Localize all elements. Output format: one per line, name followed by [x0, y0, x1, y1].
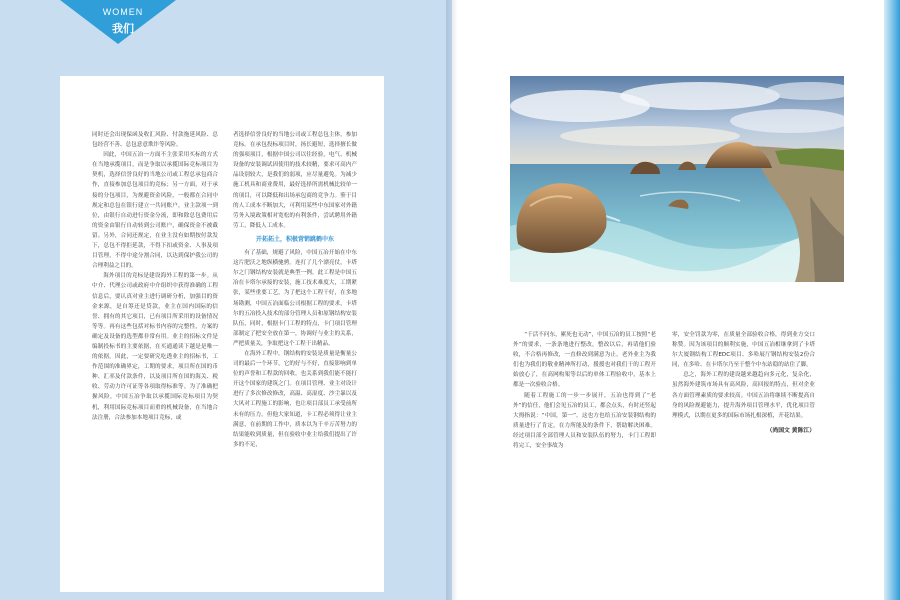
paragraph: 随着工程施工的一步一步展开，五冶也得到了“老外”的信任，他们会见五冶的员工，都会点头，有时还竖起大拇指说：“中国，第一”。这也方也给五冶安装钢结构的质量进行了肯定，在力所能及的条件下，帮助解决困难。经过项目部全部管理人员和安装队伍的努力，卡门工程即将完工，安全事故为 [513, 392, 656, 450]
coastline-photo [510, 76, 844, 282]
brand-title-en: WOMEN [102, 7, 144, 17]
page-gutter [446, 0, 458, 600]
paragraph: 海外项目的竞标是建设海外工程的第一步。从中介、代理公司或政府中介组织中获得准确的工程信息后，要认真对业主进行调研分析，加强目的资金来源，是自筹还是贷款，业主在国内国际的信誉、拥有的其它项目，已有项目所采用的设备情况等等。再有这些包括对标书内容的完整性，方案的确定及设备的选型都非常有用。业主的招标文件是编制投标书的主要依据，在买通通读下越是是唯一的依据。因此，一定要研究吃透业主的招标书，工作范围的准确界定，工期的要求，项目所在国的币种、汇率及付款条件，以及项目所在国的海关、税收、劳动力许可证等各项取得标准等。为了准确把握风险，中国五冶争取以承揽国际竞标项目为契机，利用国际竞标项目而重的机械设备，在当地合法注册，合法参加本地项目竞标，或 [92, 273, 218, 421]
paragraph: 因此，中国五冶一方面不主张采用买标的方式在当地承揽项目，而是争取以承揽国际竞标项目为契机，选择信誉良好的当地公司或工程总承包商合作，直接参加总包项目的竞标；另一方面，对于承接的分包项目，为规避资金风险，一般都在合同中规定和总包在银行建立一共同账户，业主款项一到位，由银行自动进行资金分流，即和除总包费用后的资金由银行自动转到公司账户，确保资金不被截留。另外，合同还规定，在业主没有如期按付款发下，总包不得拒延款，不得下扣或资金、人事及项目管理，不得中途分割合同，以达到保护我公司的合理利益之目的。 [92, 152, 218, 270]
paragraph: 总之，海外工程的建设越来越趋向多元化，复杂化，虽然海外建筑市场具有高风险，高回报的特点，但对企业各方面管理素质的要求较高。中国五冶将继续不断提高自身的风险规避能力，提升海外项目管理水平，优化项目管理模式，以期在更多的国际市场扎根深植，开花结果。 [672, 372, 815, 419]
paragraph: 者选择信誉良好的当地公司或工程总包主体，参加竞标。在承包投标项目时，扬长避短，选择擅长做的强项项目，根据中国公司以往经验，电气、机械设备的安装调试因使用的技术较精，要求可高内产品设别较大，是我们的弱项，应尽量避免。为减少施工机具和商业费用，最好选择所需机械比较单一的项目，可以降低和出场承包商的竞争力。鉴于目的人工成本不断加大，可利用某些中东国家对外籍劳务入境政策相对宽松的有利条件，尝试聘用外籍劳工，降低人工成本。 [233, 132, 357, 229]
section-subheading: 开拓拓土，积极营销跳鹤中东 [255, 235, 334, 243]
right-edge-bar [884, 0, 900, 600]
coastline-photo-graphic [510, 76, 844, 282]
author-credit: （尚国文 黄陈江） [766, 427, 815, 434]
article-column-middle [233, 130, 357, 450]
article-column-left [92, 130, 218, 423]
paragraph: 有了基础，规避了风险，中国五冶开始在中东这片肥沃之地纵横驰骋。连打了几个漂亮仗，卡塔尔之门钢结构安装就是典型一例。此工程是中国五冶在卡塔尔承接的安装，施工技术难度大，工期紧张，某些重要工艺，为了把这个工程干好，在多地场勘测，中国五冶面临公司根据工程的要求，卡塔尔的五冶投入技术的部分管理人员和原钢结构安装队伍，同时，根据卡门工程的特点，卡门项目管理部制定了把安全放在第一，协调好与业主的关系，严把质量关，争取把这个工程干出精品。 [233, 250, 357, 347]
paragraph: 零，安全罚款为零，在质量全部验收合格，得到业方交口称赞。因为该项目的顺利实施，中国五冶相继拿到了卡塔尔大厦钢结构工程EDC项目、多哈展厅钢结构安装2份合同，在多哈、在卡塔尔乃至于整个中东站稳的站住了脚。 [672, 332, 815, 369]
article-column-right-1 [513, 330, 656, 451]
paragraph: “千活不问东，累死也无动”，中国五冶的员工按照“老外”的要求，一条条地进行整改，整改以后，再请他们验收，不合格再修改，一直修改到满意为止。老外业主为我们也为我们的敬业精神所打动，援援也对我们干的工程开始放心了，在高网构架等以后的单体工程验收中，基本上都是一次验收合格。 [513, 332, 656, 389]
article-column-right-2 [672, 330, 815, 436]
brand-title-cn: 我们 [112, 22, 134, 35]
paragraph: 同时还会出现保函及收汇风险、付款拖延风险、总包经营不善、总包意意欺诈等风险。 [92, 132, 218, 149]
paragraph: 在海外工程中，钢结构的安装是质量是衡量公司的最后一个环节，它的好与不好，直接影响到单位的声誉和工程款的回收。也关系到我们能不能打开这个国家的建筑之门。在项目管理、业主对设计进行了多次修改修改，高温、高湿度、沙尘暴以及大风对工程施工的影响，也让项目部员工承受前所未有的压力。但他大家知道，卡工程必须得让业主满意，在前期的工作中，质本以为千辛万苦努力的结果能收到质量，但在验收中业主给我们提出了许多的不足， [233, 350, 357, 448]
